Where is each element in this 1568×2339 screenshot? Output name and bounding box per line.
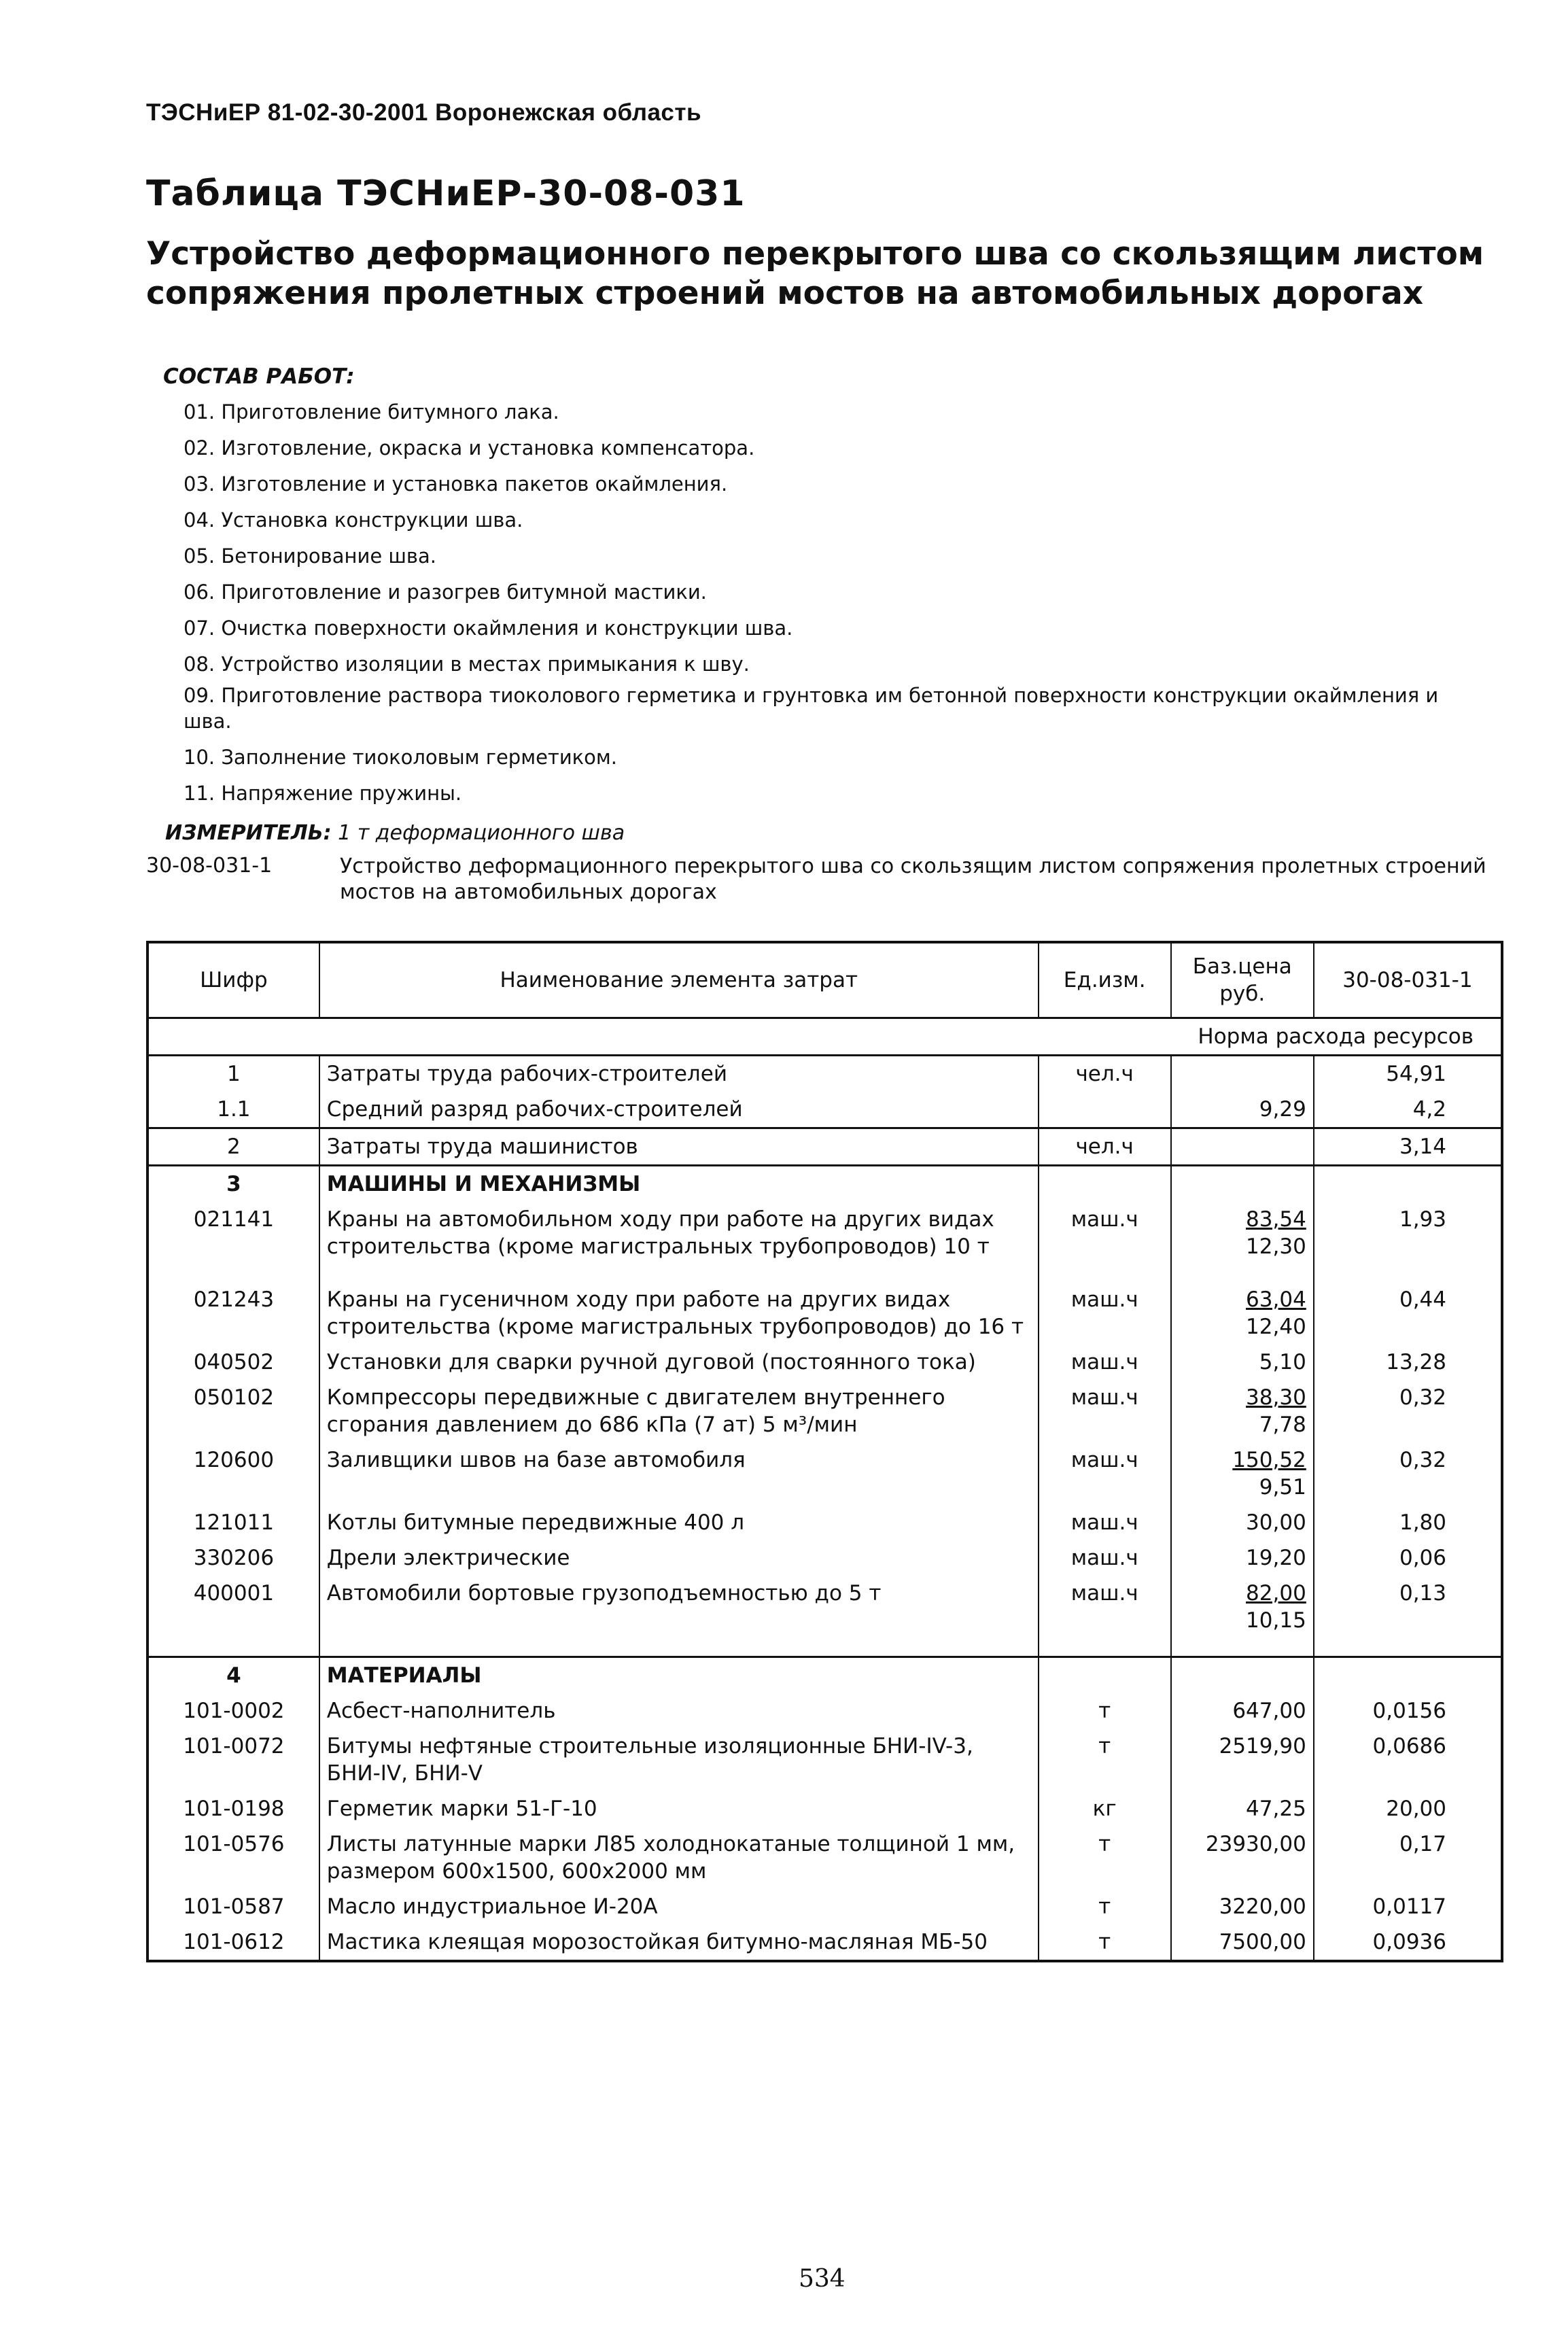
row-spacer (147, 1638, 1502, 1657)
spacer-cell (1171, 1264, 1314, 1282)
row-price: 47,25 (1171, 1791, 1314, 1826)
table-row (147, 1540, 1502, 1576)
work-item: 03. Изготовление и установка пакетов окаймления. (184, 472, 728, 496)
row-name: Установки для сварки ручной дуговой (постоянного тока) (319, 1345, 1039, 1380)
table-row (147, 1345, 1502, 1380)
row-code: 2 (147, 1128, 319, 1166)
price-total: 38,30 (1246, 1385, 1306, 1410)
row-unit (1039, 1166, 1171, 1202)
table-subtitle: Устройство деформационного перекрытого шва со скользящим листом сопряжения пролетных строений мостов на автомобильных дорогах (146, 235, 1484, 312)
row-unit: маш.ч (1039, 1282, 1171, 1345)
row-unit (1039, 1092, 1171, 1128)
row-name: МАШИНЫ И МЕХАНИЗМЫ (319, 1166, 1039, 1202)
spacer-cell (1039, 1638, 1171, 1657)
row-unit: маш.ч (1039, 1576, 1171, 1638)
row-name: Краны на гусеничном ходу при работе на других видах строительства (кроме магистральных трубопроводов) до 16 т (319, 1282, 1039, 1345)
row-code: 101-0002 (147, 1693, 319, 1729)
work-item: 10. Заполнение тиоколовым герметиком. (184, 746, 618, 769)
norm-code: 30-08-031-1 (146, 854, 273, 878)
row-price (1171, 1056, 1314, 1092)
row-name: Масло индустриальное И-20А (319, 1889, 1039, 1924)
norm-subheader: Норма расхода ресурсов (147, 1018, 1502, 1056)
header-norm: 30-08-031-1 (1314, 942, 1502, 1018)
row-price: 5,10 (1171, 1345, 1314, 1380)
work-item: 08. Устройство изоляции в местах примыкания к шву. (184, 653, 750, 676)
meter-value: 1 т деформационного шва (338, 821, 625, 845)
row-unit: т (1039, 1889, 1171, 1924)
row-norm: 20,00 (1386, 1797, 1446, 1821)
work-item: 01. Приготовление битумного лака. (184, 400, 559, 423)
table-row (147, 1056, 1502, 1092)
norm-subheader-row (147, 1018, 1502, 1056)
row-code: 120600 (147, 1442, 319, 1505)
row-price (1171, 1128, 1314, 1166)
row-code: 040502 (147, 1345, 319, 1380)
work-composition-list (184, 394, 1475, 812)
row-unit: маш.ч (1039, 1505, 1171, 1540)
row-unit: кг (1039, 1791, 1171, 1826)
row-code: 101-0587 (147, 1889, 319, 1924)
row-code: 400001 (147, 1576, 319, 1638)
row-norm: 0,0117 (1372, 1894, 1446, 1919)
row-name: Средний разряд рабочих-строителей (319, 1092, 1039, 1128)
table-row (147, 1442, 1502, 1505)
row-name: Заливщики швов на базе автомобиля (319, 1442, 1039, 1505)
spacer-cell (319, 1638, 1039, 1657)
row-code: 021243 (147, 1282, 319, 1345)
row-name: Автомобили бортовые грузоподъемностью до 5 т (319, 1576, 1039, 1638)
spacer-cell (319, 1264, 1039, 1282)
row-name: Листы латунные марки Л85 холоднокатаные толщиной 1 мм, размером 600x1500, 600x2000 мм (319, 1826, 1039, 1889)
table-row (147, 1505, 1502, 1540)
row-unit: маш.ч (1039, 1345, 1171, 1380)
row-name: МАТЕРИАЛЫ (319, 1657, 1039, 1694)
price-total: 150,52 (1232, 1448, 1306, 1472)
row-norm: 1,80 (1399, 1510, 1446, 1535)
header-code: Шифр (147, 942, 319, 1018)
spacer-cell (147, 1264, 319, 1282)
row-code: 3 (147, 1166, 319, 1202)
header-name: Наименование элемента затрат (319, 942, 1039, 1018)
row-unit: т (1039, 1924, 1171, 1961)
row-norm: 0,13 (1399, 1581, 1446, 1606)
row-code: 101-0612 (147, 1924, 319, 1961)
table-row (147, 1826, 1502, 1889)
row-unit (1039, 1657, 1171, 1694)
row-price: 2519,90 (1171, 1729, 1314, 1791)
row-norm: 0,0156 (1372, 1699, 1446, 1723)
row-code: 121011 (147, 1505, 319, 1540)
row-price: 19,20 (1171, 1540, 1314, 1576)
row-code: 330206 (147, 1540, 319, 1576)
price-wage: 12,30 (1246, 1234, 1306, 1259)
row-unit: т (1039, 1729, 1171, 1791)
row-norm: 0,17 (1399, 1832, 1446, 1856)
row-name: Мастика клеящая морозостойкая битумно-масляная МБ-50 (319, 1924, 1039, 1961)
page-number: 534 (799, 2265, 846, 2293)
row-unit: маш.ч (1039, 1442, 1171, 1505)
row-norm: 4,2 (1314, 1092, 1502, 1128)
row-code: 021141 (147, 1202, 319, 1264)
work-item: 07. Очистка поверхности окаймления и конструкции шва. (184, 617, 793, 640)
spacer-cell (1039, 1264, 1171, 1282)
row-unit: чел.ч (1039, 1128, 1171, 1166)
row-price: 3220,00 (1171, 1889, 1314, 1924)
row-name: Затраты труда машинистов (319, 1128, 1039, 1166)
header-price: Баз.цена руб. (1171, 942, 1314, 1018)
row-spacer (147, 1264, 1502, 1282)
row-code: 101-0198 (147, 1791, 319, 1826)
row-price (1171, 1576, 1314, 1638)
row-unit: т (1039, 1693, 1171, 1729)
resource-table (146, 941, 1503, 1962)
row-price: 647,00 (1171, 1693, 1314, 1729)
row-name: Краны на автомобильном ходу при работе на других видах строительства (кроме магистральных трубопроводов) 10 т (319, 1202, 1039, 1264)
row-norm: 0,0936 (1372, 1930, 1446, 1954)
work-item: 04. Установка конструкции шва. (184, 508, 523, 532)
work-item: 02. Изготовление, окраска и установка компенсатора. (184, 436, 755, 460)
row-price: 7500,00 (1171, 1924, 1314, 1961)
table-row (147, 1791, 1502, 1826)
table-row (147, 1657, 1502, 1694)
table-row (147, 1282, 1502, 1345)
row-unit: маш.ч (1039, 1540, 1171, 1576)
price-total: 63,04 (1246, 1287, 1306, 1312)
row-norm: 3,14 (1314, 1128, 1502, 1166)
row-price (1171, 1657, 1314, 1694)
row-price (1171, 1380, 1314, 1442)
work-item: 11. Напряжение пружины. (184, 782, 462, 805)
table-header-row (147, 942, 1502, 1018)
price-total: 83,54 (1246, 1207, 1306, 1232)
row-price (1171, 1202, 1314, 1264)
spacer-cell (1171, 1638, 1314, 1657)
price-total: 82,00 (1246, 1581, 1306, 1606)
spacer-cell (147, 1638, 319, 1657)
table-row (147, 1693, 1502, 1729)
row-code: 1 (147, 1056, 319, 1092)
price-wage: 9,51 (1259, 1475, 1306, 1500)
row-price: 23930,00 (1171, 1826, 1314, 1889)
row-name: Битумы нефтяные строительные изоляционные БНИ-IV-3, БНИ-IV, БНИ-V (319, 1729, 1039, 1791)
table-row (147, 1380, 1502, 1442)
row-unit: маш.ч (1039, 1380, 1171, 1442)
header-unit: Ед.изм. (1039, 942, 1171, 1018)
spacer-cell (1314, 1264, 1502, 1282)
row-price (1171, 1282, 1314, 1345)
table-row (147, 1889, 1502, 1924)
row-name: Дрели электрические (319, 1540, 1039, 1576)
composition-label: СОСТАВ РАБОТ: (163, 364, 355, 389)
row-name: Затраты труда рабочих-строителей (319, 1056, 1039, 1092)
row-name: Котлы битумные передвижные 400 л (319, 1505, 1039, 1540)
row-price: 30,00 (1171, 1505, 1314, 1540)
row-norm: 0,06 (1399, 1546, 1446, 1570)
row-norm: 0,32 (1399, 1448, 1446, 1472)
work-item: 06. Приготовление и разогрев битумной мастики. (184, 581, 707, 604)
row-price (1171, 1442, 1314, 1505)
row-name: Герметик марки 51-Г-10 (319, 1791, 1039, 1826)
row-norm: 0,32 (1399, 1385, 1446, 1410)
row-price (1171, 1166, 1314, 1202)
table-row (147, 1729, 1502, 1791)
row-code: 1.1 (147, 1092, 319, 1128)
table-row (147, 1166, 1502, 1202)
work-item: 05. Бетонирование шва. (184, 544, 437, 568)
table-row (147, 1092, 1502, 1128)
norm-title: Устройство деформационного перекрытого шва со скользящим листом сопряжения пролетных строений мостов на автомобильных дорогах (340, 854, 1486, 904)
table-row (147, 1924, 1502, 1961)
row-norm: 1,93 (1399, 1207, 1446, 1232)
spacer-cell (1314, 1638, 1502, 1657)
table-row (147, 1576, 1502, 1638)
meter-line (165, 821, 625, 845)
row-code: 101-0576 (147, 1826, 319, 1889)
row-norm (1314, 1166, 1502, 1202)
running-header: ТЭСНиЕР 81-02-30-2001 Воронежская область (146, 99, 702, 126)
row-norm: 54,91 (1386, 1062, 1446, 1086)
row-name: Асбест-наполнитель (319, 1693, 1039, 1729)
table-row (147, 1128, 1502, 1166)
table-title: Таблица ТЭСНиЕР-30-08-031 (146, 173, 746, 214)
price-wage: 12,40 (1246, 1315, 1306, 1339)
table-row (147, 1202, 1502, 1264)
row-price: 9,29 (1171, 1092, 1314, 1128)
row-norm: 0,0686 (1372, 1734, 1446, 1758)
price-wage: 7,78 (1259, 1413, 1306, 1437)
row-unit: т (1039, 1826, 1171, 1889)
row-norm: 13,28 (1386, 1350, 1446, 1374)
row-unit: чел.ч (1039, 1056, 1171, 1092)
row-code: 4 (147, 1657, 319, 1694)
row-code: 101-0072 (147, 1729, 319, 1791)
row-code: 050102 (147, 1380, 319, 1442)
row-norm: 0,44 (1399, 1287, 1446, 1312)
meter-label: ИЗМЕРИТЕЛЬ: (165, 821, 332, 845)
row-norm (1314, 1657, 1502, 1694)
price-wage: 10,15 (1246, 1608, 1306, 1633)
row-unit: маш.ч (1039, 1202, 1171, 1264)
row-name: Компрессоры передвижные с двигателем внутреннего сгорания давлением до 686 кПа (7 ат) 5 м³/мин (319, 1380, 1039, 1442)
work-item: 09. Приготовление раствора тиоколового герметика и грунтовка им бетонной поверхности конструкции окаймления и шва. (184, 684, 1439, 733)
